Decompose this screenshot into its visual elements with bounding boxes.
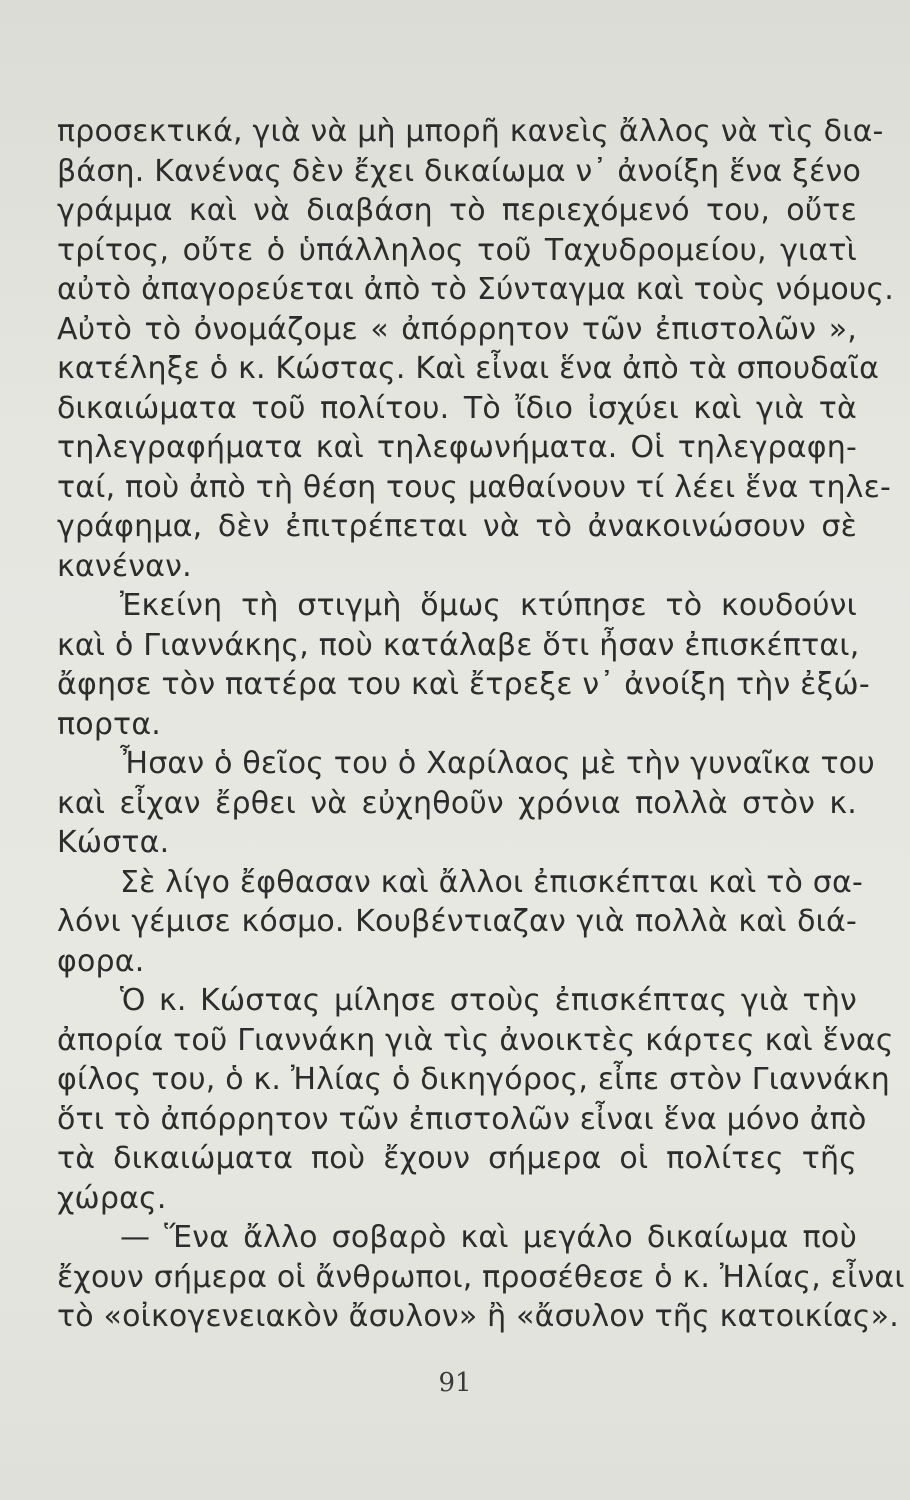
text-line: κατέληξε ὁ κ. Κώστας. Καὶ εἶναι ἕνα ἀπὸ τὰ σπουδαῖα — [57, 351, 880, 386]
text-line: δικαιώματα τοῦ πολίτου. Τὸ ἴδιο ἰσχύει καὶ γιὰ τὰ — [57, 390, 857, 426]
text-line: λόνι γέμισε κόσμο. Κουβέντιαζαν γιὰ πολλὰ καὶ διά- — [57, 904, 857, 939]
text-line: πορτα. — [57, 706, 162, 742]
text-line: — Ἕνα ἄλλο σοβαρὸ καὶ μεγάλο δικαίωμα ποὺ — [120, 1220, 857, 1255]
text-line: ἄφησε τὸν πατέρα του καὶ ἔτρεξε ν᾽ ἀνοίξη τὴν ἐξώ- — [57, 667, 870, 702]
text-line: κανέναν. — [57, 548, 192, 584]
text-line: Αὐτὸ τὸ ὀνομάζομε « ἀπόρρητον τῶν ἐπιστολῶν », — [57, 311, 857, 347]
text-line: Ἦσαν ὁ θεῖος του ὁ Χαρίλαος μὲ τὴν γυναῖκα του — [120, 746, 875, 781]
text-line: προσεκτικά, γιὰ νὰ μὴ μπορῆ κανεὶς ἄλλος νὰ τὶς δια- — [57, 114, 884, 149]
text-line: καὶ ὁ Γιαννάκης, ποὺ κατάλαβε ὅτι ἦσαν ἐπισκέπται, — [57, 627, 860, 663]
text-line: γράμμα καὶ νὰ διαβάση τὸ περιεχόμενό του, οὔτε — [57, 193, 857, 228]
text-line: Σὲ λίγο ἔφθασαν καὶ ἄλλοι ἐπισκέπται καὶ τὸ σα- — [120, 864, 863, 900]
text-line: ταί, ποὺ ἀπὸ τὴ θέση τους μαθαίνουν τί λέει ἕνα τηλε- — [57, 469, 892, 505]
text-line: ἀπορία τοῦ Γιαννάκη γιὰ τὶς ἀνοικτὲς κάρτες καὶ ἕνας — [57, 1022, 894, 1058]
text-line: ὅτι τὸ ἀπόρρητον τῶν ἐπιστολῶν εἶναι ἕνα μόνο ἀπὸ — [57, 1101, 867, 1137]
text-line: χώρας. — [57, 1180, 167, 1216]
text-line: τρίτος, οὔτε ὁ ὑπάλληλος τοῦ Ταχυδρομείου, γιατὶ — [57, 232, 857, 268]
text-line: φίλος του, ὁ κ. Ἠλίας ὁ δικηγόρος, εἶπε στὸν Γιαννάκη — [57, 1062, 891, 1097]
page-number: 91 — [438, 1368, 472, 1398]
text-line: ἔχουν σήμερα οἱ ἄνθρωποι, προσέθεσε ὁ κ. Ἠλίας, εἶναι — [57, 1259, 905, 1295]
text-line: τηλεγραφήματα καὶ τηλεφωνήματα. Οἱ τηλεγραφη- — [57, 430, 857, 465]
text-line: Κώστα. — [57, 825, 170, 860]
text-line: Ὁ κ. Κώστας μίλησε στοὺς ἐπισκέπτας γιὰ τὴν — [120, 983, 857, 1018]
text-line: τὰ δικαιώματα ποὺ ἔχουν σήμερα οἱ πολίτες τῆς — [57, 1141, 857, 1176]
text-line: Ἐκείνη τὴ στιγμὴ ὅμως κτύπησε τὸ κουδούνι — [120, 588, 857, 623]
text-line: καὶ εἶχαν ἔρθει νὰ εὐχηθοῦν χρόνια πολλὰ στὸν κ. — [57, 785, 857, 821]
text-line: αὐτὸ ἀπαγορεύεται ἀπὸ τὸ Σύνταγμα καὶ τοὺς νόμους. — [57, 272, 895, 307]
text-line: τὸ «οἰκογενειακὸν ἄσυλον» ἢ «ἄσυλον τῆς κατοικίας». — [57, 1299, 899, 1334]
text-line: βάση. Κανένας δὲν ἔχει δικαίωμα ν᾽ ἀνοίξη ἕνα ξένο — [57, 153, 862, 189]
text-line: φορα. — [57, 943, 145, 979]
text-line: γράφημα, δὲν ἐπιτρέπεται νὰ τὸ ἀνακοινώσουν σὲ — [57, 509, 857, 544]
